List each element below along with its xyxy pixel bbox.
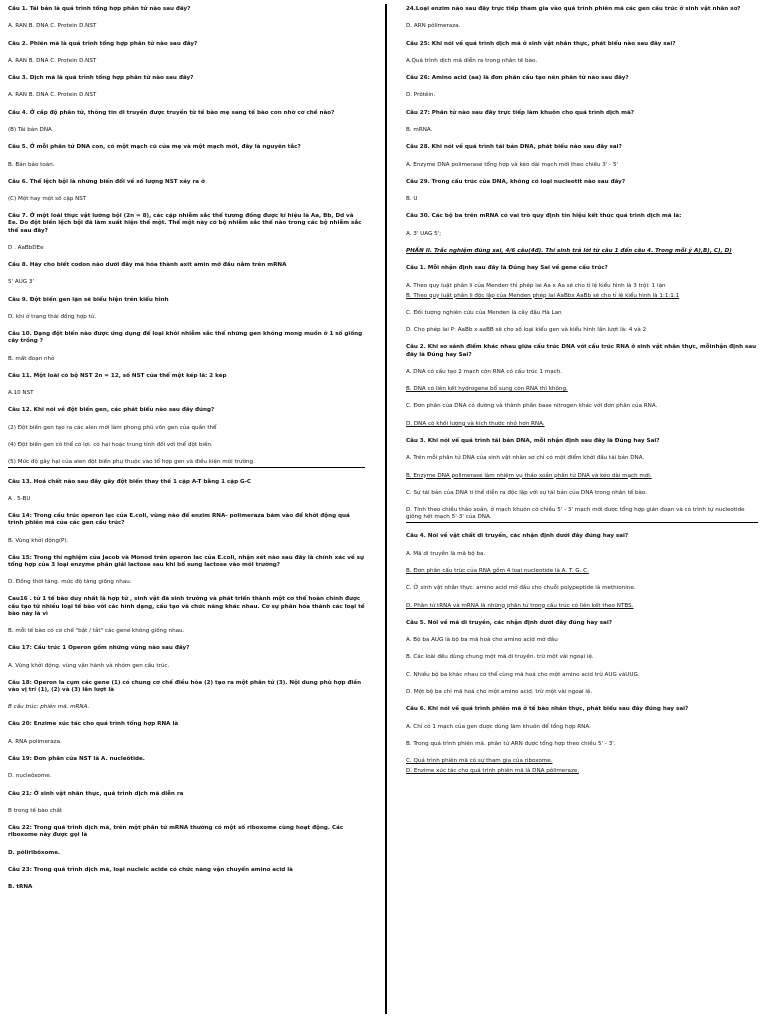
- answer-text: B. mất đoạn nhỏ: [8, 355, 55, 362]
- answer-text: C. Ở sinh vật nhân thực. amino acid mở đầu cho chuỗi polypeptide là methionine.: [406, 585, 636, 592]
- answer-text: A. Theo quy luật phân li của Menden thì phép lai Aa x Aa sẽ cho tỉ lệ kiểu hình là 3 trội: 1 lặn: [406, 282, 666, 289]
- answer-text: 5' AUG 3': [8, 279, 35, 286]
- question-text: Câu 20: Enzime xúc tác cho quá trình tổng hợp RNA là: [8, 721, 179, 728]
- question-text: Câu 26: Amino acid (aa) là đơn phân cấu tạo nên phân tử nào sau đây?: [406, 75, 629, 82]
- question-text: Câu 3. Dịch mã là quá trình tổng hợp phân tử nào sau đây?: [8, 75, 194, 82]
- question-text: Câu 4. Nói về vật chất di truyền, các nhận định dưới đây đúng hay sai?: [406, 533, 629, 540]
- answer-text: B. Các loài đều dùng chung một mã di truyền. trừ một vài ngoại lệ.: [406, 654, 594, 661]
- question-text: Câu 1. Mỗi nhận định sau đây là Đúng hay Sai về gene cấu trúc?: [406, 265, 608, 272]
- answer-text: A. RNA polimeraza.: [8, 738, 62, 745]
- question-text: B. tRNA: [8, 884, 33, 891]
- answer-text: C. Quá trình phiên mã có sự tham gia của riboxome.: [406, 758, 553, 765]
- question-text: Câu 19: Đơn phân của NST là A. nucleôtide.: [8, 756, 145, 762]
- question-text: Câu 5. Ở mỗi phân tử DNA con, có một mạch cũ của mẹ và một mạch mới, đây là nguyên tắc?: [8, 144, 301, 151]
- question-text: Câu 15: Trong thí nghiệm của Jacob và Monod trên operon lac của E.coli, nhận xét nào sau đây là chính xác về sự tổng hợp của 3 loại enzyme phân giải lactose sau khi bổ sung lactose vào môi trường?: [8, 554, 364, 568]
- answer-text: (5) Mức độ gây hại của alen đột biến phụ thuộc vào tổ hợp gen và điều kiện môi trường.: [8, 459, 365, 468]
- question-text: Câu 14: Trong cấu trúc operon lạc của E.coli, vùng nào để enzim RNA- polimeraza bám vào để khởi động quá trình phiên mã của các gen cấu trúc?: [8, 513, 350, 527]
- question-text: D. pôliribôxome.: [8, 849, 61, 856]
- question-text: 24.Loại enzim nào sau đây trực tiếp tham gia vào quá trình phiên mã các gen cấu trúc ở sinh vật nhân sơ?: [406, 6, 741, 12]
- answer-text: B cấu trúc: phiên mã. mRNA.: [8, 704, 90, 711]
- right-column: [406, 6, 758, 785]
- answer-text: D. Cho phép lai P: AaBb x aaBB sẽ cho số loại kiểu gen và kiểu hình lần lượt là: 4 và 2: [406, 327, 647, 334]
- answer-text: A. 3' UAG 5';: [406, 230, 442, 237]
- answer-text: C. Sự tái bản của DNA ti thể diễn ra độc lập với sự tái bản của DNA trong nhân tế bào.: [406, 489, 647, 496]
- answer-text: A.10 NST: [8, 390, 34, 397]
- question-text: Câu 6. Thể lệch bội là những biến đổi về số lượng NST xảy ra ở: [8, 178, 205, 185]
- question-text: Câu 3. Khi nói về quá trình tái bản DNA, mỗi nhận định sau đây là Đúng hay Sai?: [406, 437, 660, 444]
- question-text: Cau16 . tử 1 tế bào duy nhất là hợp tử , sinh vật đã sinh trưởng và phát triển thành một cơ thể hoàn chỉnh được cấu tạo từ nhiều loại tế bào với các hình dạng, cấu tạo và chức năng khác nhau. Cơ sự phân hóa thành các loại tế bào này là vì: [8, 596, 365, 617]
- answer-text: B. DNA có liên kết hydrogene bổ sung còn RNA thì không.: [406, 386, 568, 393]
- question-text: Câu 27: Phân tử nào sau đây trực tiếp làm khuôn cho quá trình dịch mã?: [406, 109, 634, 116]
- question-text: Câu 10. Dạng đột biến nào được ứng dụng để loại khỏi nhiễm sắc thể những gen không mong muốn ở 1 số giống cây trồng ?: [8, 331, 363, 345]
- answer-text: (4) Đột biến gen có thể có lợi. có hại hoặc trung tính đối với thể đột biến.: [8, 442, 213, 449]
- question-text: Câu 6. Khi nói về quá trình phiên mã ở tế bào nhân thực, phát biểu sau đây đúng hay sai?: [406, 706, 689, 713]
- answer-text: D. Enzime xúc tác cho quá trình phiên mã là DNA pôlimeraze.: [406, 768, 580, 775]
- left-column: [8, 6, 365, 901]
- answer-text: (B) Tái bản DNA: [8, 126, 52, 133]
- answer-text: C. Đối tượng nghiên cứu của Menden là cây đậu Hà Lan: [406, 309, 562, 316]
- answer-text: D. khi ở trạng thái đồng hợp tử.: [8, 313, 97, 320]
- question-text: Câu 12. Khi nói về đột biến gen, các phát biểu nào sau đây đúng?: [8, 407, 215, 414]
- answer-text: A. RAN B. DNA C. Protein D.NST: [8, 92, 97, 99]
- answer-text: C. Nhiều bộ ba khác nhau có thể cùng mã hoá cho một amino acid trừ AUG vàUUG.: [406, 671, 640, 678]
- answer-text: A. RAN B. DNA C. Protein D.NST: [8, 57, 97, 64]
- answer-text: A. Vùng khởi động. vùng vận hành và nhóm gen cấu trúc.: [8, 662, 170, 669]
- answer-text: D. Đồng thời tăng. mức độ tăng giống nhau.: [8, 579, 132, 586]
- answer-text: A . 5-BU: [8, 495, 31, 502]
- answer-text: A. Mã di truyền là mã bộ ba.: [406, 550, 486, 557]
- question-text: Câu 17: Cấu trúc 1 Operon gồm những vùng nào sau đây?: [8, 645, 190, 652]
- column-divider: [385, 4, 387, 1014]
- answer-text: A. DNA có cấu tạo 2 mạch còn RNA có cấu trúc 1 mạch.: [406, 368, 563, 375]
- answer-text: D. DNA có khối lượng và kích thước nhỏ hơn RNA.: [406, 420, 545, 427]
- answer-text: A. Chỉ có 1 mạch của gen được dùng làm khuôn để tổng hợp RNA.: [406, 723, 591, 730]
- question-text: Câu 25: Khi nói về quá trình dịch mã ở sinh vật nhân thực, phát biểu nào sau đây sai?: [406, 40, 676, 47]
- answer-text: A. RAN B. DNA C. Protein D.NST: [8, 23, 97, 30]
- answer-text: B. Enzyme DNA polimerase làm nhiệm vụ tháo xoắn phân tử DNA và kéo dài mạch mới.: [406, 472, 652, 479]
- answer-text: D. ARN pôlimeraza.: [406, 23, 461, 30]
- answer-text: A. Bộ ba AUG là bộ ba mã hoá cho amino acid mở đầu: [406, 637, 558, 644]
- answer-text: D . AaBbDEe: [8, 244, 44, 251]
- answer-text: B. mRNA.: [406, 126, 433, 133]
- question-text: Câu 2. Khi so sánh điểm khác nhau giữa cấu trúc DNA với cấu trúc RNA ở sinh vật nhân thực, mỗinhận định sau đây là Đúng hay Sai?: [406, 344, 757, 358]
- question-text: Câu 23: Trong quá trình dịch mã, loại nucleic acide có chức năng vận chuyển amino acid là: [8, 866, 293, 873]
- answer-text: B trong tế bào chất: [8, 807, 63, 814]
- question-text: Câu 13. Hoá chất nào sau đây gây đột biến thay thế 1 cặp A-T bằng 1 cặp G-C: [8, 478, 252, 485]
- answer-text: D. Phân tử tRNA và mRNA là những phân tử trong cấu trúc có liên kết theo NTBS.: [406, 602, 634, 609]
- question-text: Câu 7. Ở một loài thực vật lưỡng bội (2n = 8), các cặp nhiễm sắc thể tương đồng được kí hiệu là Aa, Bb, Dd và Ee. Do đột biến lệch bội đã làm xuất hiện thể một. Thể một này có bộ nhiễm sắc thể nào trong các bộ nhiễm sắc thể sau đây?: [8, 213, 362, 234]
- answer-text: (C) Một hay một số cặp NST: [8, 196, 87, 203]
- question-text: Câu 4. Ở cấp độ phân tử, thông tin di truyền được truyền từ tế bào mẹ sang tế bào con nhờ cơ chế nào?: [8, 109, 335, 116]
- question-text: Câu 29. Trong cấu trúc của DNA, không có loại nucleotit nào sau đây?: [406, 178, 626, 185]
- answer-text: B. mỗi tế bào có cơ chế "bật / tắt" các gene không giống nhau.: [8, 627, 185, 634]
- question-text: Câu 5. Nói về mã di truyền, các nhận định dưới đây đúng hay sai?: [406, 619, 612, 626]
- answer-text: B. Vùng khởi động(P).: [8, 537, 69, 544]
- question-text: Câu 22: Trong quá trình dịch mã, trên một phân tử mRNA thường có một số riboxome cùng hoạt động. Các riboxome này được gọi là: [8, 825, 344, 839]
- answer-text: (2) Đột biến gen tạo ra các alen mới làm phong phú vốn gen của quần thể: [8, 424, 217, 431]
- question-text: PHẦN II. Trắc nghiệm đúng sai, 4/6 câu(4đ). Thí sinh trả lời từ câu 1 đến câu 4. Trong mỗi ý A),B), C), D): [406, 247, 732, 254]
- question-text: Câu 30. Các bộ ba trên mRNA có vai trò quy định tín hiệu kết thúc quá trình dịch mã là:: [406, 213, 682, 220]
- question-text: Câu 8. Hãy cho biết codon nào dưới đây mã hóa thành axit amin mở đầu nằm trên mRNA: [8, 262, 287, 269]
- question-text: Câu 9. Đột biến gen lặn sẽ biểu hiện trên kiểu hình: [8, 296, 169, 303]
- answer-text: A. Enzyme DNA polimerase tổng hợp và kéo dài mạch mới theo chiều 3' - 5': [406, 161, 619, 168]
- answer-text: B. Bán bảo toàn.: [8, 161, 55, 168]
- answer-text: C. Đơn phân của DNA có đường và thành phần base nitrogen khác với đơn phân của RNA.: [406, 403, 658, 410]
- answer-text: D. Một bộ ba chỉ mã hoá cho một amino acid. trừ một vài ngoại lệ.: [406, 688, 593, 695]
- question-text: Câu 21: Ở sinh vật nhân thực, quá trình dịch mã diễn ra: [8, 790, 184, 797]
- question-text: Câu 1. Tái bản là quá trình tổng hợp phân tử nào sau đây?: [8, 6, 191, 12]
- question-text: Câu 28. Khi nói về quá trình tái bản DNA, phát biểu nào sau đây sai?: [406, 144, 622, 151]
- answer-text: B. Trong quá trình phiên mã. phân tử ARN được tổng hợp theo chiều 5' - 3'.: [406, 740, 616, 747]
- question-text: Câu 2. Phiên mã là quá trình tổng hợp phân tử nào sau đây?: [8, 40, 198, 47]
- answer-text: D. Prôtêin.: [406, 92, 436, 99]
- question-text: Câu 11. Một loài có bộ NST 2n = 12, số NST của thể một kép là: 2 kép: [8, 372, 227, 379]
- answer-text: B. U: [406, 196, 418, 203]
- answer-text: A. Trên mỗi phân tử DNA của sinh vật nhân sơ chỉ có một điểm khởi đầu tái bản DNA.: [406, 455, 645, 462]
- answer-text: D. Tính theo chiều tháo xoắn, ở mạch khuôn có chiều 5' - 3' mạch mới được tổng hợp gián đoạn và có trình tự nucleotide giống hệt mạch 5'-3' của DNA.: [406, 507, 758, 523]
- answer-text: A.Quá trình dịch mã diễn ra trong nhân tế bào.: [406, 57, 538, 64]
- answer-text: B. Đơn phân cấu trúc của RNA gồm 4 loại nucleotide là A. T. G. C.: [406, 568, 589, 574]
- answer-text: B. Theo quy luật phân li độc lập của Menden phép lai AaBbx AaBb sẽ cho tỉ lệ kiểu hình là 1:1:1:1: [406, 292, 680, 299]
- question-text: Câu 18: Operon la cụm các gene (1) có chung cơ chế điều hòa (2) tạo ra một phân tử (3). Nội dung phù hợp điền vào vị trí (1), (2) và (3) lần lượt là: [8, 679, 362, 693]
- answer-text: D. nucleôxome.: [8, 773, 52, 780]
